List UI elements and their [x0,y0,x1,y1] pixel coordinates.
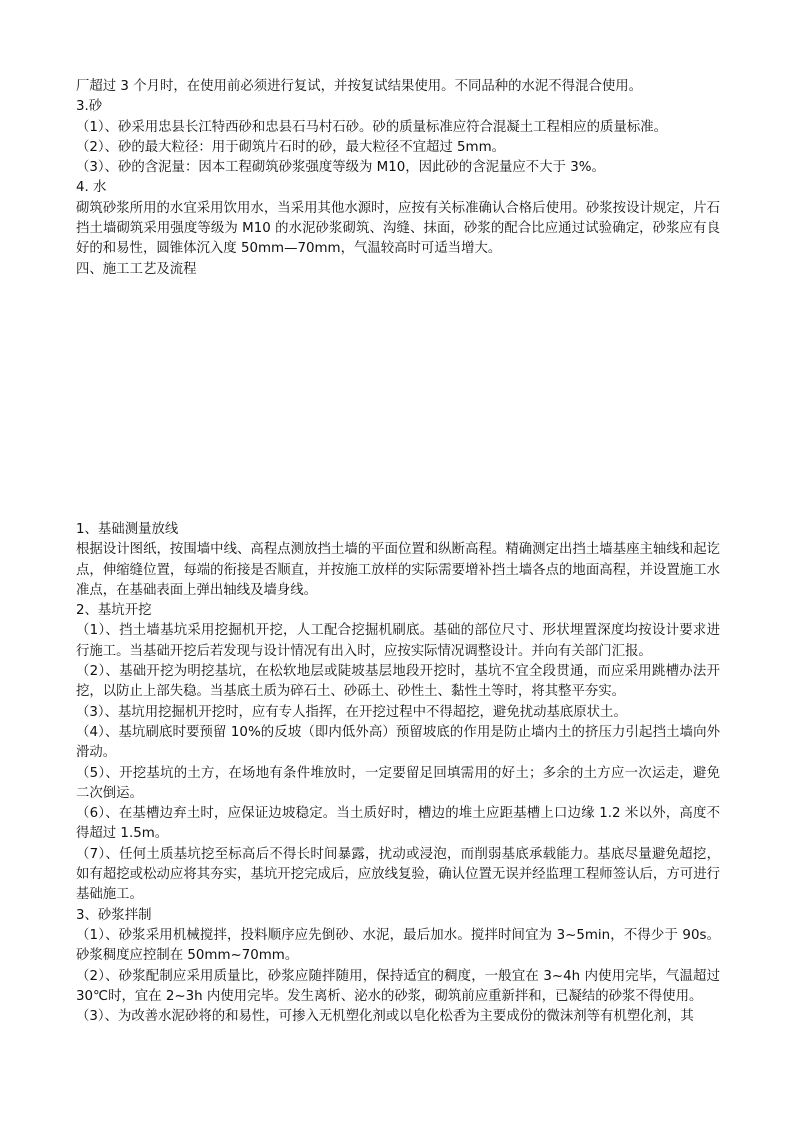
survey-heading: 1、基础测量放线 [76,522,179,537]
survey-paragraph: 根据设计图纸，按围墙中线、高程点测放挡土墙的平面位置和纵断高程。精确测定出挡土墙基座主轴线和起讫点，伸缩缝位置，每端的衔接是否顺直，并按施工放样的实际需要增补挡土墙各点的地面高程，并设置施工水准点，在基础表面上弹出轴线及墙身线。 [76,542,720,598]
water-heading: 4. 水 [76,180,107,196]
water-paragraph: 砌筑砂浆所用的水宜采用饮用水，当采用其他水源时，应按有关标准确认合格后使用。砂浆按设计规定，片石挡土墙砌筑采用强度等级为 M10 的水泥砂浆砌筑、沟缝、抹面，砂浆的配合比应通过试验确定，砂浆应有良好的和易性，圆锥体沉入度 50mm—70mm，气温较高时可适当增大。 [76,200,720,257]
pit-heading: 2、基坑开挖 [76,603,152,619]
pit-item-1: （1）、挡土墙基坑采用挖掘机开挖，人工配合挖掘机刷底。基础的部位尺寸、形状埋置深度均按设计要求进行施工。当基础开挖后若发现与设计情况有出入时，应按实际情况调整设计。并向有关部门汇报。 [76,623,720,659]
pit-item-3: （3）、基坑用挖掘机开挖时，应有专人指挥，在开挖过程中不得超挖，避免扰动基底原状土。 [76,704,627,720]
mortar-item-1: （1）、砂浆采用机械搅拌，投料顺序应先倒砂、水泥，最后加水。搅拌时间宜为 3~5min，不得少于 90s。砂浆稠度应控制在 50mm~70mm。 [76,927,720,964]
cement-retest-line: 厂超过 3 个月时，在使用前必须进行复试，并按复试结果使用。不同品种的水泥不得混合使用。 [76,79,643,94]
section-heading-process: 四、施工工艺及流程 [76,261,197,277]
bottom-text-block [76,520,720,1027]
sand-item-3: （3）、砂的含泥量：因本工程砌筑砂浆强度等级为 M10，因此砂的含泥量应不大于 3%。 [76,160,605,176]
mortar-heading: 3、砂浆拌制 [76,907,152,923]
pit-item-4: （4）、基坑刷底时要预留 10%的反坡（即内低外高）预留坡底的作用是防止墙内土的挤压力引起挡土墙向外滑动。 [76,724,720,761]
top-text-block [76,77,720,280]
sand-item-1: （1）、砂采用忠县长江特西砂和忠县石马村石砂。砂的质量标准应符合混凝土工程相应的质量标准。 [76,119,668,135]
pit-item-6: （6）、在基槽边弃土时，应保证边坡稳定。当土质好时，槽边的堆土应距基槽上口边缘 1.2 米以外，高度不得超过 1.5m。 [76,806,720,842]
pit-item-5: （5）、开挖基坑的土方，在场地有条件堆放时，一定要留足回填需用的好土；多余的土方应一次运走，避免二次倒运。 [76,765,720,801]
pit-item-7: （7）、任何土质基坑挖至标高后不得长时间暴露，扰动或浸泡，而削弱基底承载能力。基底尽量避免超挖，如有超挖或松动应将其夯实，基坑开挖完成后，应放线复验，确认位置无误并经监理工程师签认后，方可进行基础施工。 [76,846,720,903]
sand-item-2: （2）、砂的最大粒径：用于砌筑片石时的砂，最大粒径不宜超过 5mm。 [76,139,506,155]
process-flowchart-area [76,292,720,514]
pit-item-2: （2）、基础开挖为明挖基坑，在松软地层或陡坡基层地段开挖时，基坑不宜全段贯通，而应采用跳槽办法开挖，以防止上部失稳。当基底土质为碎石土、砂砾土、砂性土、黏性土等时，将其整平夯实。 [76,664,720,700]
mortar-item-3: （3）、为改善水泥砂将的和易性，可掺入无机塑化剂或以皂化松香为主要成份的微沫剂等有机塑化剂，其 [76,1009,694,1025]
sand-heading: 3.砂 [76,99,103,115]
mortar-item-2: （2）、砂浆配制应采用质量比，砂浆应随拌随用，保持适宜的稠度，一般宜在 3~4h 内使用完毕，气温超过 30℃时，宜在 2~3h 内使用完毕。发生离析、泌水的砂浆，砌筑前应重新拌和，已凝结的砂浆不得使用。 [76,968,720,1004]
